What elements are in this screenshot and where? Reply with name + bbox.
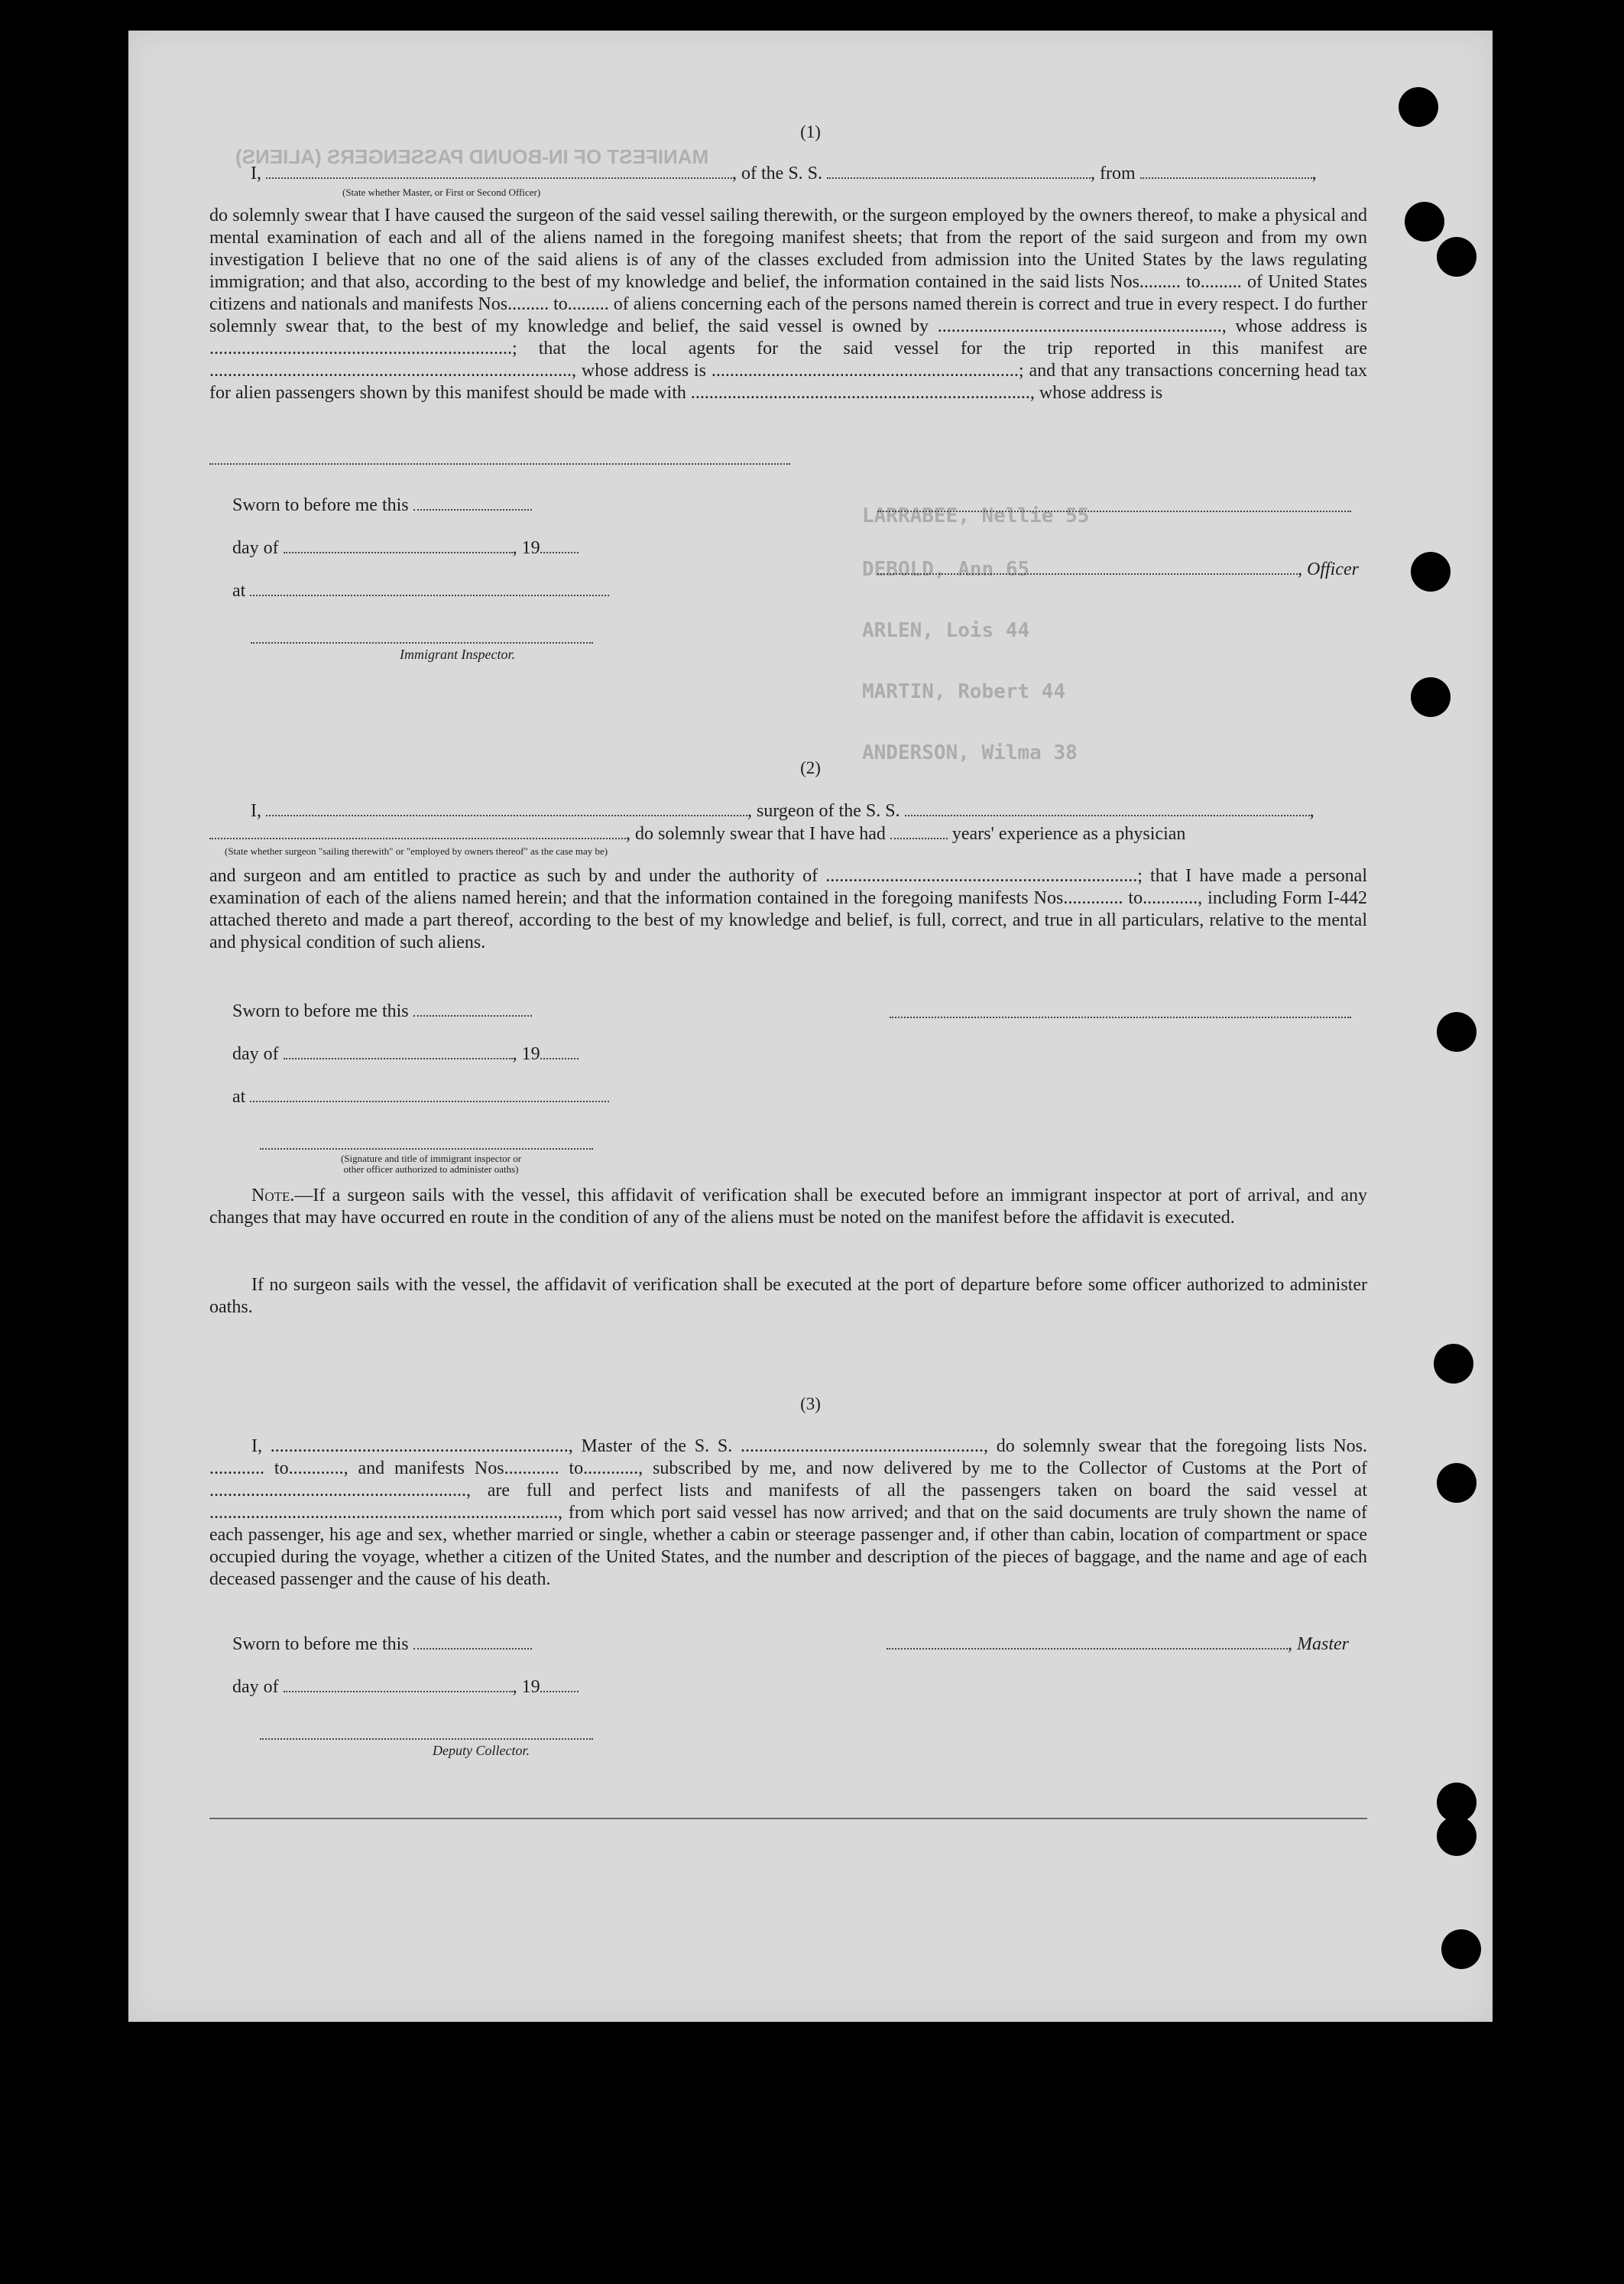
section-2-line-1: I, , surgeon of the S. S. , [251,801,1314,821]
sworn-date-blank [413,495,532,511]
manifest-page [128,31,1493,2022]
punch-hole [1437,1463,1477,1503]
section-1-day-line [232,538,579,559]
signature-caption-2: other officer authorized to administer oaths) [343,1163,519,1175]
at-label: at [232,581,246,601]
day-blank [284,538,513,553]
day-blank [284,1044,513,1059]
note-paragraph [209,1185,1367,1229]
at-label: at [232,1087,246,1107]
address-blank [209,463,790,465]
bottom-rule [209,1818,1367,1819]
year-blank [540,538,579,553]
sworn-label: Sworn to before me this [232,1001,409,1021]
bleed-through-text: MARTIN, Robert 44 [862,680,1066,703]
at-blank [250,1087,609,1102]
years-blank [890,824,948,839]
surgeon-type-blank [209,824,626,839]
section-2-paragraph: and surgeon and am entitled to practice as such by and under the authority of ....................................................................; that I have made a personal examination of each of the aliens named herein; and that the information contained in the foregoing manifests Nos............. to............, including Form I-442 attached thereto and made a part thereof, according to the best of my knowledge and belief, is full, correct, and true in all particulars, relative to the mental and physical condition of such aliens. [209,866,1367,952]
section-1-number: (1) [800,122,821,141]
bleed-through-text: ARLEN, Lois 44 [862,619,1030,642]
inspector-caption: Immigrant Inspector. [400,647,515,662]
punch-hole [1411,677,1451,717]
punch-hole [1405,202,1444,242]
note-text-2: If no surgeon sails with the vessel, the affidavit of verification shall be executed at the port of departure before some officer authorized to administer oaths. [209,1275,1367,1317]
punch-hole [1441,1929,1481,1969]
at-blank [250,581,609,596]
punch-hole [1399,87,1438,127]
officer-signature-blank [877,560,1298,575]
note-paragraph-2 [209,1274,1367,1319]
inspector-signature-line [251,642,593,644]
surgeon-of-ss-label: , surgeon of the S. S. [747,801,900,821]
punch-hole [1437,1012,1477,1052]
day-of-label: day of [232,538,279,558]
day-of-label: day of [232,1044,279,1064]
caption-surgeon-type: (State whether surgeon "sailing therewith" or "employed by owners thereof" as the case may be) [225,845,608,857]
year-blank [540,1044,579,1059]
surgeon-name-blank [266,801,747,816]
year-label: , 19 [512,1044,540,1064]
bleed-through-text: ANDERSON, Wilma 38 [862,741,1078,764]
officer-top-signature-line [877,511,1351,512]
day-blank [284,1677,513,1692]
section-2-sworn-line [232,1001,532,1022]
section-3-number: (3) [800,1394,821,1413]
punch-hole [1411,552,1451,592]
label-i: I, [251,164,261,183]
punch-hole [1434,1344,1473,1384]
surgeon-signature-line [890,1017,1351,1018]
section-1-line-1: I, , of the S. S. , from , [251,164,1317,183]
bleed-through-text: DEBOLD, Ann 65 [862,558,1030,581]
ship-name-blank [827,164,1091,179]
collector-signature-line [260,1738,593,1740]
year-label: , 19 [512,538,540,558]
section-1-sworn-line [232,495,532,516]
label-from: , from [1091,164,1136,183]
section-3-sworn-line [232,1634,532,1655]
section-1-paragraph: do solemnly swear that I have caused the surgeon of the said vessel sailing therewith, or the surgeon employed by the owners thereof, to make a physical and mental examination of each and all of the aliens named in the foregoing manifest sheets; that from the report of the said surgeon and from my own investigation I believe that no one of the said aliens is of any of the classes excluded from admission into the United States by the laws regulating immigration; and that also, according to the best of my knowledge and belief, the information contained in the said lists Nos......... to......... of United States citizens and nationals and manifests Nos......... to......... of aliens concerning each of the persons named therein is correct and true in every respect. I do further solemnly swear that, to the best of my knowledge and belief, the said vessel is owned by .............................................................., whose address is ..................................................................; that the local agents for the said vessel for the trip reported in this manifest are ..............................................................................., whose address is ...................................................................; and that any transactions concerning head tax for alien passengers shown by this manifest should be made with .........................................................................., whose address is [209,206,1367,403]
officer-signature-line [877,560,1359,580]
officer-label: , Officer [1298,560,1359,579]
master-signature-blank [887,1634,1288,1650]
master-signature-line [887,1634,1349,1655]
year-blank [540,1677,579,1692]
departure-port-blank [1140,164,1312,179]
swear-label: , do solemnly swear that I have had [626,824,886,844]
collector-caption: Deputy Collector. [433,1743,530,1758]
sworn-date-blank [413,1001,532,1017]
sworn-label: Sworn to before me this [232,495,409,515]
note-label: Note. [251,1186,295,1205]
label-of-ss: , of the S. S. [732,164,823,183]
bleed-through-text: LARRABEE, Nellie 55 [862,504,1090,527]
note-text: —If a surgeon sails with the vessel, this affidavit of verification shall be executed before an immigrant inspector at port of arrival, and any changes that may have occurred en route in the condition of any of the aliens must be noted on the manifest before the affidavit is executed. [209,1186,1367,1228]
section-2-at-line [232,1087,609,1108]
sworn-label: Sworn to before me this [232,1634,409,1654]
year-label: , 19 [512,1677,540,1697]
punch-hole [1437,237,1477,277]
sworn-date-blank [413,1634,532,1650]
section-3-day-line [232,1677,579,1698]
label-i: I, [251,801,261,821]
signature-caption-1: (Signature and title of immigrant inspector or [340,1153,522,1164]
section-2-line-2 [209,824,1185,845]
ship-name-blank [905,801,1310,816]
day-of-label: day of [232,1677,279,1697]
years-experience-label: years' experience as a physician [951,824,1186,844]
oath-officer-signature-line [260,1148,593,1150]
bleed-through-header: MANIFEST OF IN-BOUND PASSENGERS (ALIENS) [235,145,709,168]
master-label: , Master [1288,1634,1349,1654]
master-name-blank [266,164,732,179]
section-1-at-line [232,581,609,602]
section-2-number: (2) [800,758,821,777]
punch-hole [1437,1816,1477,1856]
section-2-day-line [232,1044,579,1065]
section-3-paragraph: I, ................................................................., Master of the S. S. ....................................................., do solemnly swear that the foregoing lists Nos. ............ to............, and manifests Nos............ to............, subscribed by me, and now delivered by me to the Collector of Customs at the Port of ........................................................, are full and perfect lists and manifests of all the passengers taken on board the said vessel at ............................................................................, from which port said vessel has now arrived; and that on the said documents are truly shown the name of each passenger, his age and sex, whether married or single, whether a cabin or steerage passenger and, if other than cabin, location of compartment or space occupied during the voyage, whether a citizen of the United States, and the number and description of the pieces of baggage, and the name and age of each deceased passenger and the cause of his death. [209,1436,1367,1589]
caption-master-officer: (State whether Master, or First or Second Officer) [342,187,541,198]
